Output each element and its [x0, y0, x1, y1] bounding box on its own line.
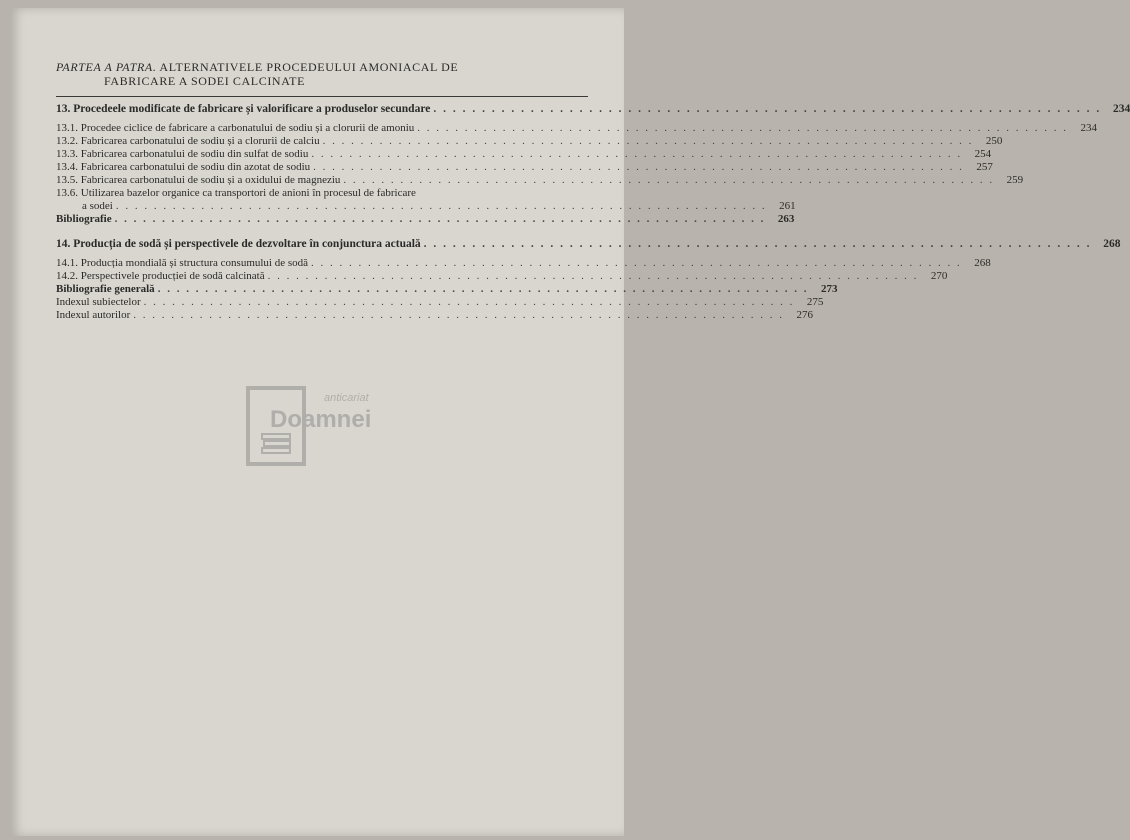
watermark-top-text: anticariat	[324, 392, 369, 404]
toc-item	[56, 309, 813, 322]
divider	[56, 96, 588, 97]
page-number: 261	[779, 200, 796, 212]
toc-item	[56, 270, 948, 283]
part-label: PARTEA A PATRA.	[56, 60, 157, 74]
toc-item-text: 14.2. Perspectivele producției de sodă calcinată	[56, 270, 265, 282]
leader-dots	[133, 309, 784, 322]
chapter-title: 13. Procedeele modificate de fabricare și valorificare a produselor secundare	[56, 103, 431, 115]
toc-item	[56, 257, 991, 270]
leader-dots	[115, 213, 766, 226]
page-number: 234	[1080, 122, 1098, 134]
page-number: 259	[1006, 174, 1024, 186]
toc-item	[56, 283, 838, 296]
leader-dots	[144, 296, 795, 309]
toc-item-text: 13.4. Fabricarea carbonatului de sodiu din azotat de sodiu	[56, 161, 311, 173]
chapter-title: 14. Producția de sodă și perspectivele de dezvoltare în conjunctura actuală	[56, 238, 421, 250]
toc-item	[56, 187, 588, 200]
leader-dots	[313, 161, 964, 174]
leader-dots	[433, 103, 1101, 116]
part-title-line2: FABRICARE A SODEI CALCINATE	[104, 74, 305, 88]
part-heading	[56, 60, 588, 88]
page-number: 273	[820, 283, 838, 295]
book-icon	[260, 430, 294, 454]
watermark-name: Doamnei	[270, 406, 372, 433]
toc-item-text: 14.1. Producția mondială și structura consumului de sodă	[56, 257, 309, 269]
toc-item-text: 13.3. Fabricarea carbonatului de sodiu din sulfat de sodiu	[56, 148, 309, 160]
leader-dots	[417, 122, 1068, 135]
toc-item	[56, 122, 1098, 135]
toc-item-text: 13.2. Fabricarea carbonatului de sodiu și a clorurii de calciu	[56, 135, 320, 147]
leader-dots	[424, 238, 1092, 251]
page-number: 254	[974, 148, 992, 160]
leader-dots	[116, 200, 767, 213]
toc-item-text: Indexul autorilor	[56, 309, 131, 321]
toc-item	[56, 200, 796, 213]
watermark-logo	[246, 386, 416, 468]
leader-dots	[268, 270, 919, 283]
page-number: 268	[1103, 238, 1121, 250]
toc-item	[56, 161, 993, 174]
page-number: 234	[1112, 103, 1130, 115]
page-number: 276	[796, 309, 813, 321]
toc-item-text: Bibliografie	[56, 213, 112, 225]
leader-dots	[311, 257, 962, 270]
book-page	[10, 8, 1130, 836]
toc-item-text: 13.6. Utilizarea bazelor organice ca transportori de anioni în procesul de fabricare	[56, 187, 416, 199]
bibliography-entry	[56, 213, 795, 226]
table-of-contents	[56, 60, 1130, 322]
page-number: 250	[985, 135, 1003, 147]
toc-item-text: 13.1. Procedee ciclice de fabricare a carbonatului de sodiu și a clorurii de amoniu	[56, 122, 415, 134]
leader-dots	[158, 283, 809, 296]
page-number: 268	[974, 257, 991, 269]
chapter-14-entry	[56, 238, 1121, 251]
page-number: 257	[976, 161, 993, 173]
page-number: 270	[930, 270, 948, 282]
chapter-13-entry	[56, 103, 1130, 116]
toc-item-text: Indexul subiectelor	[56, 296, 141, 308]
leader-dots	[323, 135, 974, 148]
toc-item-text: 13.5. Fabricarea carbonatului de sodiu și a oxidului de magneziu	[56, 174, 341, 186]
part-title-line1: ALTERNATIVELE PROCEDEULUI AMONIACAL DE	[159, 60, 459, 74]
leader-dots	[343, 174, 994, 187]
leader-dots	[311, 148, 962, 161]
toc-item	[56, 296, 824, 309]
page-number: 275	[806, 296, 824, 308]
toc-item-text: a sodei	[82, 200, 113, 212]
page-number: 263	[777, 213, 795, 225]
toc-item-text: Bibliografie generală	[56, 283, 155, 295]
toc-item	[56, 174, 1024, 187]
toc-item	[56, 148, 992, 161]
toc-item	[56, 135, 1003, 148]
